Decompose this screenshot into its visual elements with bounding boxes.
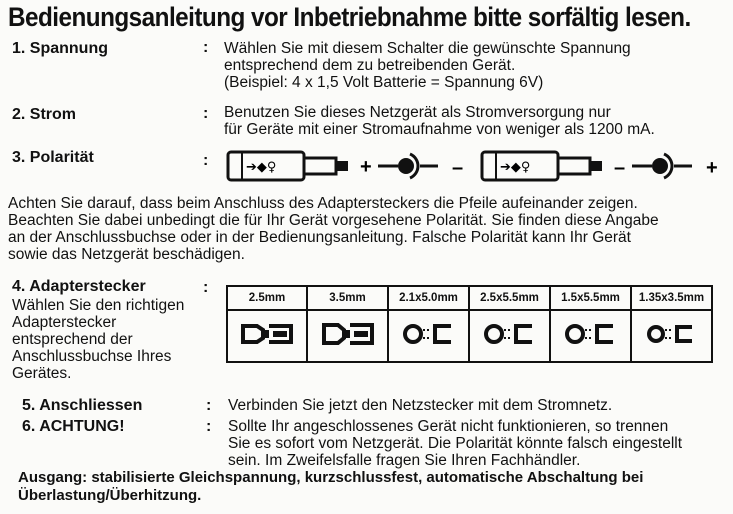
adapter-barrel-icon (631, 310, 712, 362)
colon: : (206, 397, 212, 414)
colon: : (203, 152, 209, 169)
voltage-text: Wählen Sie mit diesem Schalter die gewünschte Spannung entsprechend dem zu betreibenden Gerät. (Beispiel: 4 x 1,5 Volt Batterie = Spannung 6V) (224, 40, 631, 91)
adapter-plug-icon (227, 310, 307, 362)
warning-text: Sollte Ihr angeschlossenes Gerät nicht funktionieren, so trennen Sie es sofort vom Netzgerät. Die Polarität könnte falsch eingestellt sein. Im Zweifelsfalle fragen Sie Ihren Fachhändler. (228, 418, 683, 469)
colon: : (203, 105, 209, 122)
adapter-text: Wählen Sie den richtigen Adapterstecker entsprechend der Anschlussbuchse Ihres Gerätes. (12, 297, 185, 382)
adapter-barrel-icon (550, 310, 631, 362)
adapter-barrel-icon (388, 310, 469, 362)
plus-sign: + (706, 157, 718, 179)
page-title: Bedienungsanleitung vor Inbetriebnahme bitte sorfältig lesen. (8, 2, 691, 32)
size-label: 2.5x5.5mm (469, 286, 550, 310)
size-label: 1.5x5.5mm (550, 286, 631, 310)
plug-icon (482, 152, 602, 180)
polarity-symbol-icon (632, 154, 692, 178)
adapter-barrel-icon (469, 310, 550, 362)
section-heading-voltage: 1. Spannung (12, 40, 108, 57)
plus-sign: + (360, 156, 372, 178)
connect-text: Verbinden Sie jetzt den Netzstecker mit dem Stromnetz. (228, 397, 613, 414)
svg-text:➔◆♀: ➔◆♀ (500, 160, 531, 175)
size-label: 3.5mm (307, 286, 388, 310)
polarity-symbol-icon (378, 154, 438, 178)
adapter-size-table (226, 285, 713, 363)
section-heading-warning: 6. ACHTUNG! (22, 418, 125, 435)
minus-sign: – (452, 157, 464, 179)
section-heading-adapter: 4. Adapterstecker (12, 278, 146, 295)
section-heading-polarity: 3. Polarität (12, 149, 94, 166)
section-heading-current: 2. Strom (12, 106, 77, 123)
minus-sign: – (614, 157, 626, 179)
colon: : (206, 418, 212, 435)
current-text: Benutzen Sie dieses Netzgerät als Stromversorgung nur für Geräte mit einer Stromaufnahme von weniger als 1200 mA. (224, 104, 655, 138)
size-label: 2.1x5.0mm (388, 286, 469, 310)
colon: : (203, 279, 209, 296)
size-label: 2.5mm (227, 286, 307, 310)
section-heading-connect: 5. Anschliessen (22, 397, 143, 414)
polarity-paragraph: Achten Sie darauf, dass beim Anschluss des Adaptersteckers die Pfeile aufeinander zeigen. Beachten Sie dabei unbedingt die für Ihr Gerät vorgesehene Polarität. Sie finden diese Angabe an der Anschlussbuchse oder in der Bedienungsanleitung. Falsche Polarität kann Ihr Gerät sowie das Netzgerät beschädigen. (8, 195, 659, 263)
colon: : (203, 39, 209, 56)
adapter-plug-icon (307, 310, 388, 362)
plug-icon (228, 152, 348, 180)
size-label: 1.35x3.5mm (631, 286, 712, 310)
svg-text:➔◆♀: ➔◆♀ (246, 160, 277, 175)
polarity-diagram (222, 144, 727, 190)
output-spec-footer: Ausgang: stabilisierte Gleichspannung, kurzschlussfest, automatische Abschaltung bei Überlastung/Überhitzung. (18, 469, 644, 504)
